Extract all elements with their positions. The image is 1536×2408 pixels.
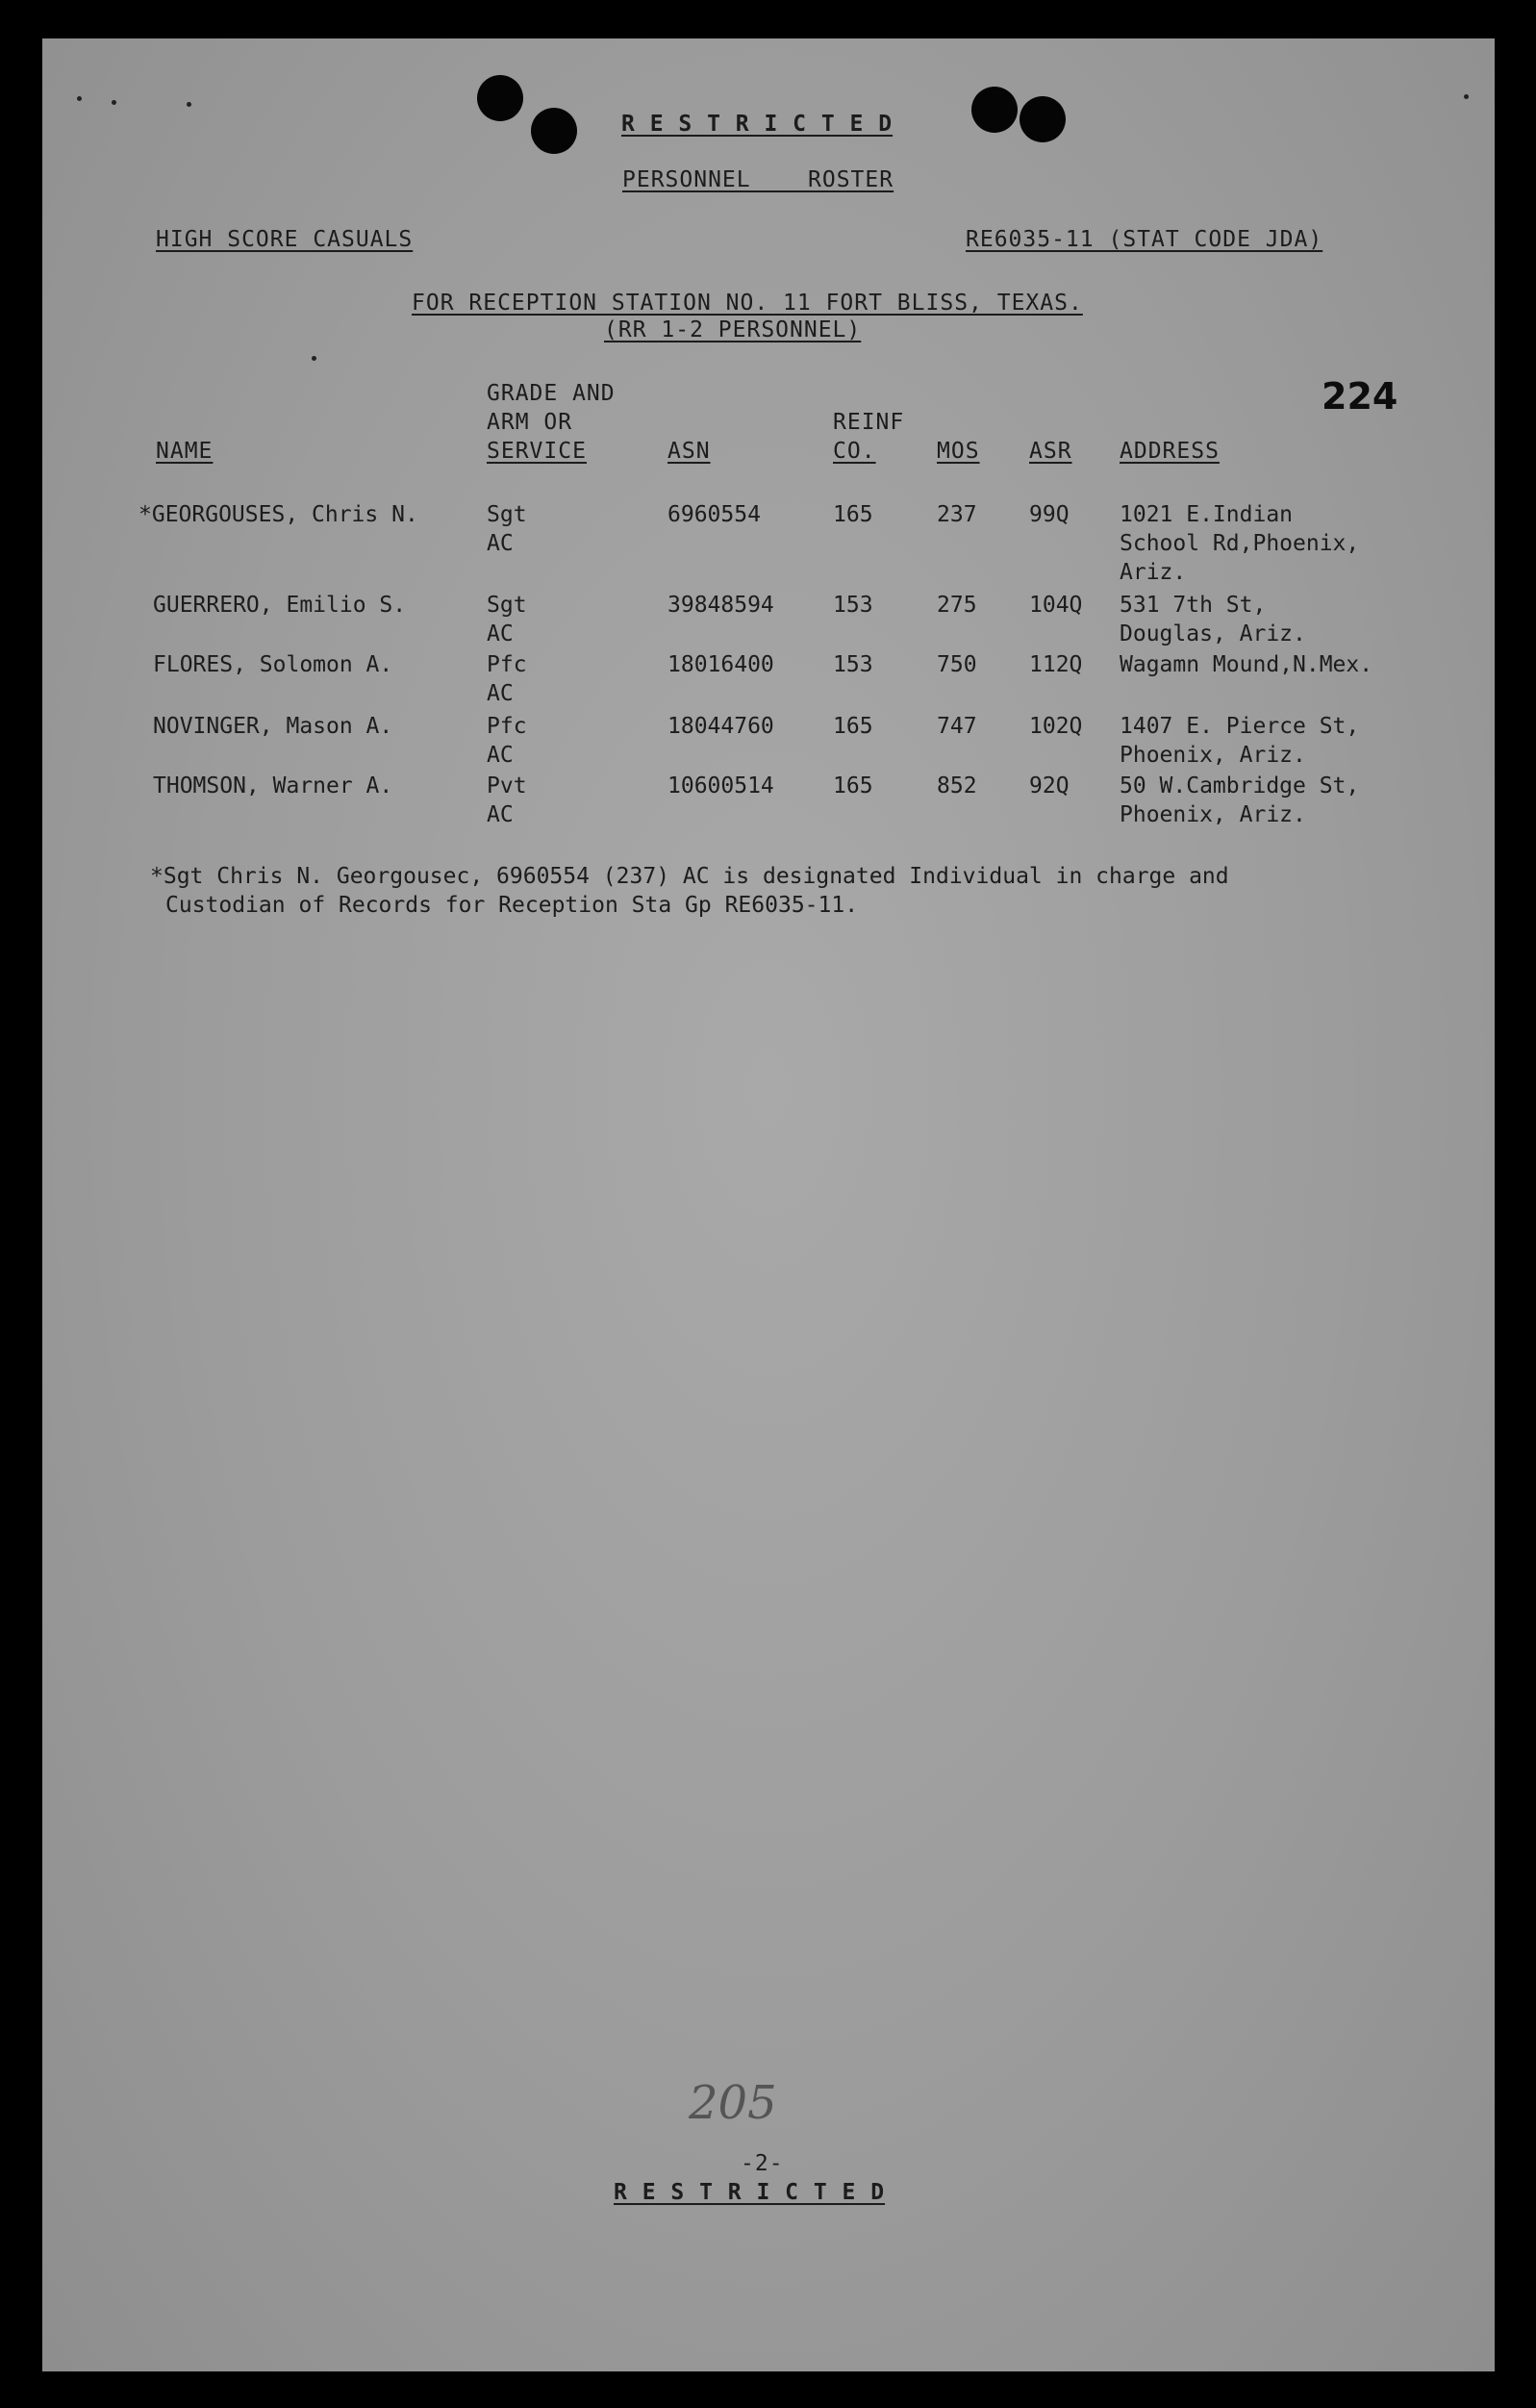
- row-address-line2: Douglas, Ariz.: [1120, 621, 1306, 646]
- row-address-line2: Phoenix, Ariz.: [1120, 743, 1306, 768]
- row-grade: Pfc: [487, 714, 527, 739]
- row-arm: AC: [487, 802, 514, 827]
- row-asr: 112Q: [1029, 652, 1083, 677]
- row-grade: Pfc: [487, 652, 527, 677]
- row-reinf: 153: [833, 652, 873, 677]
- row-name: NOVINGER, Mason A.: [153, 714, 393, 739]
- destination-line: FOR RECEPTION STATION NO. 11 FORT BLISS, TEXAS.: [412, 291, 1083, 316]
- row-grade: Pvt: [487, 773, 527, 798]
- punch-hole-right-1: [971, 87, 1018, 133]
- row-address-line1: Wagamn Mound,N.Mex.: [1120, 652, 1373, 677]
- row-asr: 104Q: [1029, 593, 1083, 618]
- restricted-banner-top: R E S T R I C T E D: [621, 112, 894, 137]
- punch-hole-right-2: [1020, 96, 1066, 142]
- punch-hole-left-1: [477, 75, 523, 121]
- col-asr: ASR: [1029, 439, 1072, 464]
- row-mos: 747: [937, 714, 977, 739]
- col-reinf-line1: REINF: [833, 410, 905, 435]
- footnote-line2: Custodian of Records for Reception Sta Gp RE6035-11.: [165, 893, 859, 918]
- row-asr: 99Q: [1029, 502, 1070, 527]
- row-address-line2: Phoenix, Ariz.: [1120, 802, 1306, 827]
- row-address-line1: 531 7th St,: [1120, 593, 1267, 618]
- col-asn: ASN: [667, 439, 711, 464]
- row-mos: 852: [937, 773, 977, 798]
- row-address-line3: Ariz.: [1120, 560, 1187, 585]
- speck: [312, 356, 316, 361]
- speck: [112, 100, 116, 105]
- stat-code: RE6035-11 (STAT CODE JDA): [966, 227, 1323, 252]
- row-arm: AC: [487, 531, 514, 556]
- restricted-banner-bottom: R E S T R I C T E D: [614, 2180, 886, 2205]
- document-title: PERSONNEL ROSTER: [622, 167, 894, 192]
- handwritten-note: 205: [689, 2076, 777, 2130]
- row-asr: 102Q: [1029, 714, 1083, 739]
- document-page: [42, 38, 1495, 2371]
- page-number: -2-: [741, 2151, 784, 2176]
- footnote-line1: *Sgt Chris N. Georgousec, 6960554 (237) AC is designated Individual in charge and: [150, 864, 1229, 889]
- row-asn: 18016400: [667, 652, 774, 677]
- row-address-line1: 1021 E.Indian: [1120, 502, 1294, 527]
- destination-note: (RR 1-2 PERSONNEL): [604, 317, 862, 342]
- row-mos: 275: [937, 593, 977, 618]
- row-name: THOMSON, Warner A.: [153, 773, 393, 798]
- row-address-line2: School Rd,Phoenix,: [1120, 531, 1360, 556]
- speck: [77, 96, 82, 101]
- row-name: *GEORGOUSES, Chris N.: [138, 502, 418, 527]
- col-grade-line1: GRADE AND: [487, 381, 616, 406]
- col-grade-line2: ARM OR: [487, 410, 573, 435]
- row-reinf: 165: [833, 714, 873, 739]
- col-mos: MOS: [937, 439, 980, 464]
- row-arm: AC: [487, 621, 514, 646]
- row-asr: 92Q: [1029, 773, 1070, 798]
- row-asn: 6960554: [667, 502, 761, 527]
- row-reinf: 153: [833, 593, 873, 618]
- row-asn: 39848594: [667, 593, 774, 618]
- row-reinf: 165: [833, 773, 873, 798]
- col-name: NAME: [156, 439, 214, 464]
- row-mos: 237: [937, 502, 977, 527]
- row-reinf: 165: [833, 502, 873, 527]
- col-address: ADDRESS: [1120, 439, 1220, 464]
- row-grade: Sgt: [487, 593, 527, 618]
- row-name: GUERRERO, Emilio S.: [153, 593, 407, 618]
- speck: [1464, 94, 1469, 99]
- row-address-line1: 1407 E. Pierce St,: [1120, 714, 1360, 739]
- row-asn: 18044760: [667, 714, 774, 739]
- row-asn: 10600514: [667, 773, 774, 798]
- page-stamp: 224: [1322, 375, 1398, 418]
- row-arm: AC: [487, 681, 514, 706]
- row-name: FLORES, Solomon A.: [153, 652, 393, 677]
- col-grade-line3: SERVICE: [487, 439, 587, 464]
- row-grade: Sgt: [487, 502, 527, 527]
- speck: [187, 102, 191, 107]
- row-address-line1: 50 W.Cambridge St,: [1120, 773, 1360, 798]
- group-label: HIGH SCORE CASUALS: [156, 227, 414, 252]
- col-reinf-line2: CO.: [833, 439, 876, 464]
- row-arm: AC: [487, 743, 514, 768]
- row-mos: 750: [937, 652, 977, 677]
- punch-hole-left-2: [531, 108, 577, 154]
